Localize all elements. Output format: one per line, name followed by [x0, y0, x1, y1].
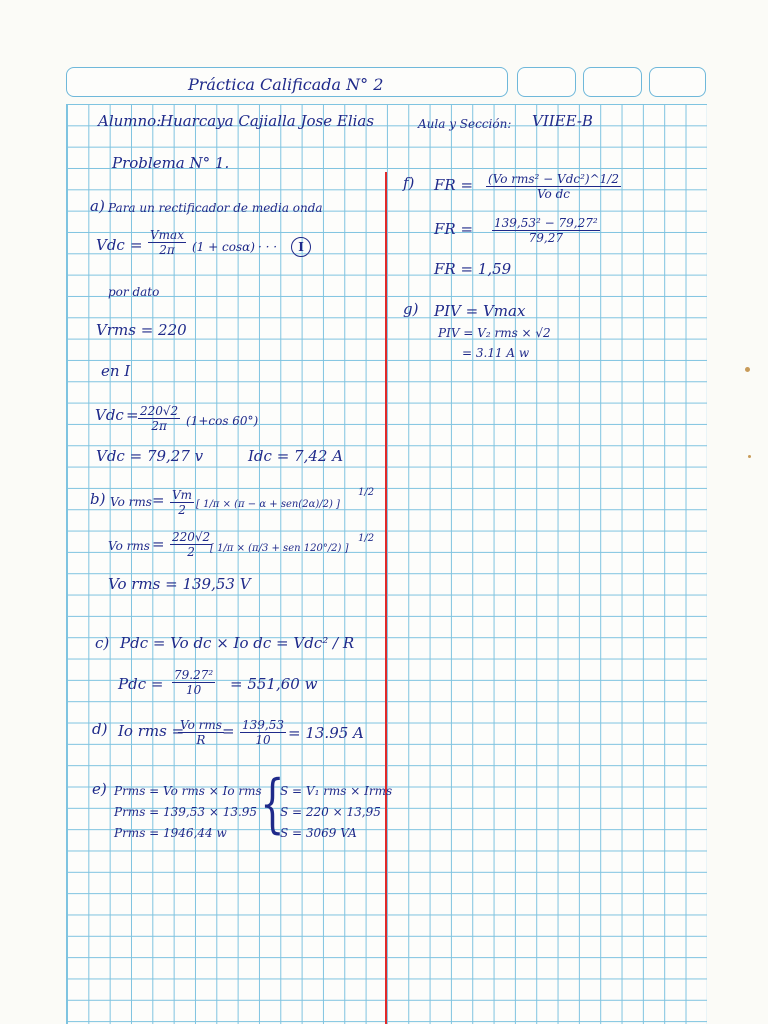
piv-line-3: = 3.11 A w	[462, 346, 530, 360]
equals-sign-3: =	[152, 491, 165, 509]
vmax-fraction: Vmax 2π	[150, 228, 184, 257]
paper-speck	[745, 367, 750, 372]
por-dato: por dato	[108, 285, 160, 299]
piv-line-2: PIV = V₂ rms × √2	[438, 326, 551, 340]
equals-sign: =	[130, 236, 143, 254]
part-g-label: g)	[403, 300, 419, 318]
idc-result: Idc = 7,42 A	[248, 447, 344, 465]
margin-line	[385, 172, 387, 1024]
en-label: en I	[101, 362, 131, 380]
pdc-result: = 551,60 w	[230, 675, 318, 693]
vorms-fraction-2: $\frac{220√2}{2}$	[172, 530, 211, 559]
vdc-result: Vdc = 79,27 v	[96, 447, 204, 465]
vdc-factor-2: (1+cos 60°)	[186, 414, 259, 428]
equals-sign-5: =	[222, 722, 235, 740]
equals-sign-2: =	[126, 406, 139, 424]
vm-fraction: $\frac{Vm}{2}$	[172, 488, 193, 517]
vorms-lhs-2: Vo rms	[108, 539, 150, 553]
vorms-exponent-2: 1/2	[358, 533, 375, 544]
fr-fraction-2: $\frac{\text{139,53² − 79,27²}}{79,27}$	[494, 216, 598, 245]
pdc-lhs: Pdc =	[118, 675, 164, 693]
vdc-factor: (1 + cosα)	[192, 240, 255, 254]
part-a-label: a)	[90, 197, 105, 215]
prms-line-1: Prms = Vo rms × Io rms	[114, 784, 262, 798]
s-line-1: S = V₁ rms × Irms	[280, 784, 393, 798]
part-c-label: c)	[95, 634, 110, 652]
iorms-lhs: Io rms =	[118, 722, 185, 740]
fr-fraction-1: (Vo rms² − Vdc²)^1/2 Vo dc	[488, 172, 619, 201]
section-value: VIIEE-B	[532, 112, 593, 130]
part-a-text: Para un rectificador de media onda	[108, 201, 323, 215]
pdc-line: Pdc = Vo dc × Io dc = Vdc² / R	[120, 634, 355, 652]
vorms-result: Vo rms = 139,53 V	[108, 575, 251, 593]
equation-marker: I	[291, 237, 311, 257]
iorms-fraction-2: $\frac{139,53}{10}$	[242, 718, 284, 747]
vorms-lhs: Vo rms	[110, 495, 152, 509]
iorms-fraction-1: Vo rms R	[180, 718, 222, 747]
header-box-1	[517, 67, 576, 97]
vorms-bracket-2: [ 1/π × (π/3 + sen 120°/2) ]	[210, 543, 349, 554]
fr-lhs: FR =	[434, 176, 474, 194]
page-title: Práctica Calificada N° 2	[188, 75, 384, 94]
vdc-lhs: Vdc	[96, 236, 125, 254]
iorms-result: = 13.95 A	[288, 724, 364, 742]
vrms-line: Vrms = 220	[96, 321, 187, 339]
header-box-3	[649, 67, 706, 97]
part-b-label: b)	[90, 490, 106, 508]
paper-speck	[748, 455, 751, 458]
s-line-2: S = 220 × 13,95	[280, 805, 381, 819]
part-e-label: e)	[92, 780, 107, 798]
pdc-fraction: $\frac{\text{79.27²}}{10}$	[174, 668, 214, 697]
section-label: Aula y Sección:	[418, 117, 512, 131]
vdc-fraction: $\frac{220√2}{2\pi}$	[140, 404, 179, 433]
prms-line-2: Prms = 139,53 × 13.95	[114, 805, 258, 819]
vorms-bracket: [ 1/π × (π − α + sen(2α)/2) ]	[196, 499, 340, 510]
part-d-label: d)	[92, 720, 108, 738]
part-f-label: f)	[403, 174, 415, 192]
fr-lhs-2: FR =	[434, 220, 474, 238]
student-label: Alumno:	[98, 112, 162, 130]
equals-sign-4: =	[152, 535, 165, 553]
fr-result: FR = 1,59	[434, 260, 512, 278]
vdc-lhs-2: Vdc	[95, 406, 124, 424]
continuation-dots: · · ·	[258, 240, 278, 254]
piv-line-1: PIV = Vmax	[434, 302, 526, 320]
curly-brace: {	[260, 767, 285, 841]
problem-title: Problema N° 1.	[112, 154, 230, 172]
vorms-exponent: 1/2	[358, 487, 375, 498]
prms-line-3: Prms = 1946,44 w	[114, 826, 227, 840]
student-name: Huarcaya Cajialla Jose Elias	[160, 112, 375, 130]
header-box-2	[583, 67, 642, 97]
s-line-3: S = 3069 VA	[280, 826, 357, 840]
